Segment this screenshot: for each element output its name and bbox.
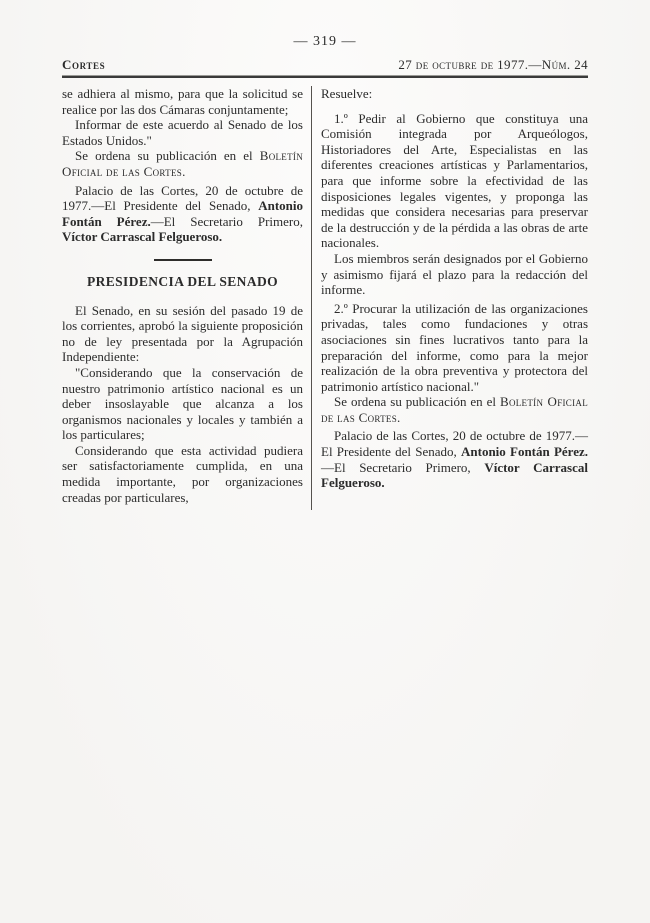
paragraph xyxy=(62,117,303,148)
text-run: se adhiera al mismo, para que la solicitud se realice por las dos Cámaras conjuntamente; xyxy=(62,86,303,117)
paragraph xyxy=(321,111,588,251)
text-run: Considerando que esta actividad pudiera ser satisfactoriamente cumplida, en una medida importante, por organizaciones creadas por particulares, xyxy=(62,442,303,505)
paragraph xyxy=(321,394,588,425)
bold-text: Antonio Fontán Pérez. xyxy=(461,444,588,460)
text-run: 2.º Procurar la utilización de las organizaciones privadas, tales como fundaciones y otras asociaciones sin fines lucrativos tanto para la preparación del informe, como para la mejor realización de la obra preventiva y protectora del patrimonio artístico nacional." xyxy=(321,300,588,394)
text-run: Se ordena su publicación en el xyxy=(334,394,500,410)
page-number: — 319 — xyxy=(293,34,357,49)
text-run: Palacio de las Cortes, 20 de octubre de 1977.—El Presidente del Senado, xyxy=(321,428,588,460)
text-run: —El Secretario Primero, xyxy=(321,459,485,475)
issue-date-number: 27 de octubre de 1977.—Núm. 24 xyxy=(398,57,588,72)
paragraph xyxy=(321,251,588,298)
masthead-rule xyxy=(62,75,588,78)
left-column xyxy=(62,86,311,510)
two-column-body xyxy=(62,86,588,510)
bold-text: Víctor Carrascal Felgueroso. xyxy=(62,229,223,245)
text-run: El Senado, en su sesión del pasado 19 de los corrientes, aprobó la siguiente proposición no de ley presentada por la Agrupación Independiente: xyxy=(62,302,303,365)
smallcaps-text: Boletín Oficial de las Cortes xyxy=(321,394,588,425)
paragraph xyxy=(62,148,303,179)
paragraph xyxy=(321,301,588,395)
right-column xyxy=(312,86,588,510)
masthead xyxy=(62,57,588,73)
paragraph xyxy=(321,86,588,102)
paragraph xyxy=(321,428,588,490)
bold-text: Antonio Fontán Pérez. xyxy=(62,198,303,229)
text-run: Informar de este acuerdo al Senado de los Estados Unidos." xyxy=(62,117,303,148)
section-divider-line xyxy=(154,259,212,261)
text-run: "Considerando que la conservación de nuestro patrimonio artístico nacional es un deber insoslayable que alcanza a los organismos nacionales y locales y también a los particulares; xyxy=(62,364,303,443)
text-run: Resuelve: xyxy=(321,86,373,101)
text-run: Los miembros serán designados por el Gobierno y asimismo fijará el plazo para la redacción del informe. xyxy=(321,250,588,298)
paragraph xyxy=(62,365,303,443)
paragraph xyxy=(62,443,303,505)
smallcaps-text: Boletín Oficial de las Cortes xyxy=(62,148,303,179)
text-run: —El Secretario Primero, xyxy=(150,213,303,229)
text-run: . xyxy=(182,163,186,179)
bold-text: Víctor Carrascal Felgueroso. xyxy=(321,459,588,491)
text-run: 1.º Pedir al Gobierno que constituya una Comisión integrada por Arqueólogos, Historiadores del Arte, Especialistas en las diferentes creaciones artísticas y Parlamentarios, para que informe sobre la efectividad de las disposiciones legales vigentes, y proponga las medidas que considera necesarias para preservar de la destrucción y de la pérdida a las obras de arte nacionales. xyxy=(321,110,588,251)
text-run: Se ordena su publicación en el xyxy=(75,148,260,164)
paragraph xyxy=(62,86,303,117)
publication-name: Cortes xyxy=(62,57,106,72)
text-run: Palacio de las Cortes, 20 de octubre de 1977.—El Presidente del Senado, xyxy=(62,182,303,214)
paragraph xyxy=(62,183,303,245)
section-heading: PRESIDENCIA DEL SENADO xyxy=(86,273,279,289)
text-run: . xyxy=(397,409,401,425)
paragraph xyxy=(62,303,303,365)
